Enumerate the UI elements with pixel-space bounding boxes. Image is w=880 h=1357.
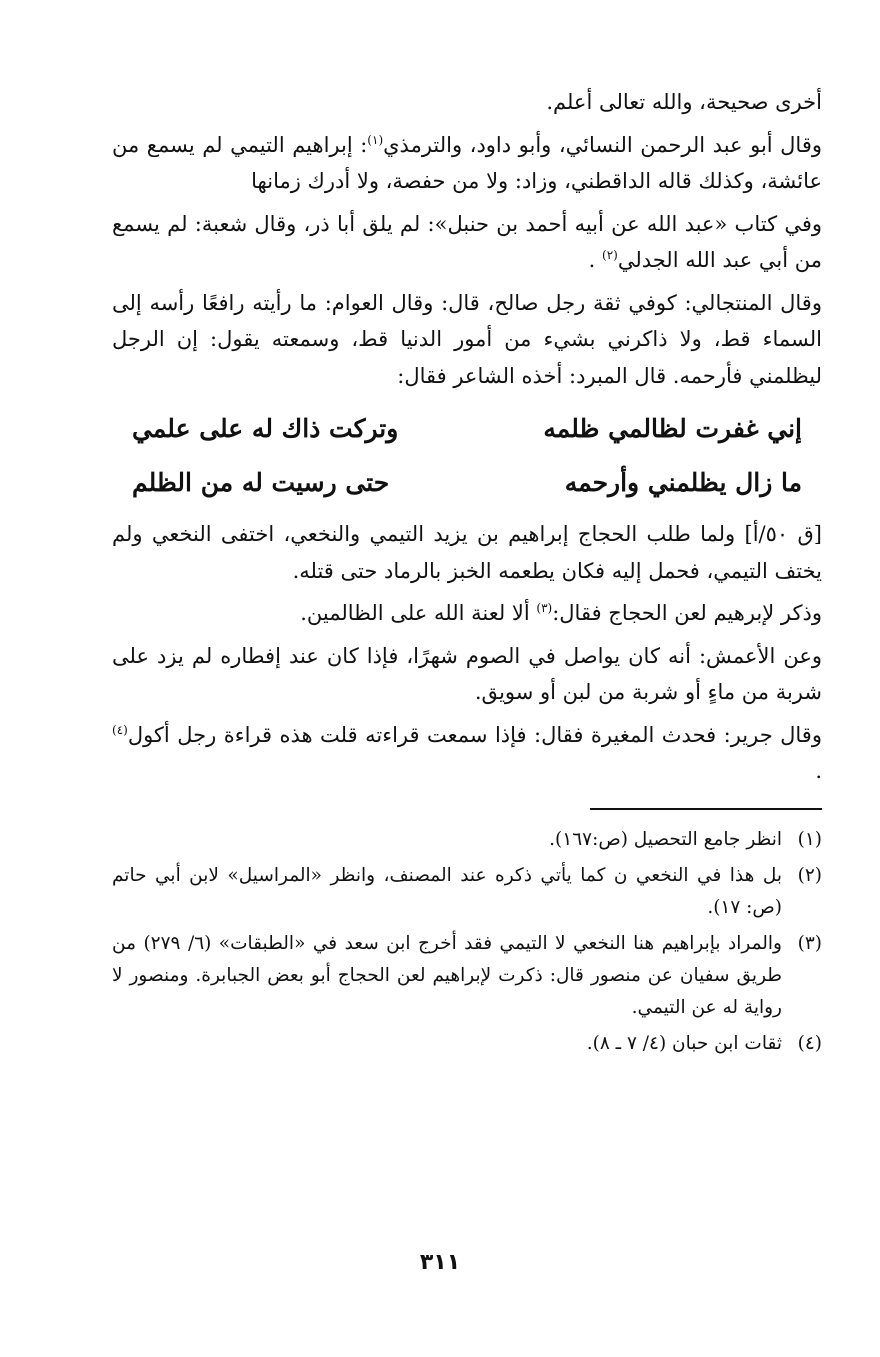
paragraph-2 — [112, 127, 822, 200]
poem-verse-2 — [132, 456, 802, 510]
footnote-text: بل هذا في النخعي ن كما يأتي ذكره عند المصنف، وانظر «المراسيل» لابن أبي حاتم (ص: ١٧). — [112, 864, 782, 918]
hemistich-left: وتركت ذاك له على علمي — [132, 414, 399, 443]
footnote-ref-4[interactable]: (٤) — [112, 722, 128, 737]
footnotes — [112, 824, 822, 1060]
hemistich-right: ما زال يظلمني وأرحمه — [564, 468, 802, 497]
footnote-ref-1[interactable]: (١) — [367, 132, 384, 147]
paragraph-3 — [112, 206, 822, 279]
paragraph-text: وذكر لإبرهيم لعن الحجاج فقال: — [552, 601, 822, 625]
paragraph-5 — [112, 516, 822, 589]
hemistich-left: حتى رسيت له من الظلم — [132, 468, 390, 497]
paragraph-text: . — [815, 759, 822, 783]
footnote-number: (٢) — [797, 864, 822, 886]
paragraph-text: وقال جرير: فحدث المغيرة فقال: فإذا سمعت قراءته قلت هذه قراءة رجل أكول — [127, 722, 822, 747]
paragraph-text: أخرى صحيحة، والله تعالى أعلم. — [546, 90, 822, 114]
footnote-text: انظر جامع التحصيل (ص:١٦٧). — [549, 828, 782, 850]
paragraph-text: . — [588, 248, 602, 272]
paragraph-1 — [112, 84, 822, 121]
footnote-2 — [112, 860, 822, 924]
footnote-number: (٣) — [797, 932, 822, 954]
poem-verse-1 — [132, 402, 802, 456]
paragraph-text: [ق ٥٠/أ] ولما طلب الحجاج إبراهيم بن يزيد التيمي والنخعي، اختفى النخعي ولم يختف التيمي، فحمل إليه فكان يطعمه الخبز بالرماد حتى قتله. — [112, 522, 822, 583]
poem — [132, 402, 802, 510]
footnote-number: (١) — [797, 828, 822, 850]
paragraph-text: وفي كتاب «عبد الله عن أبيه أحمد بن حنبل»: لم يلق أبا ذر، وقال شعبة: لم يسمع من أبي عبد الله الجدلي — [112, 211, 822, 272]
paragraph-8 — [112, 717, 822, 790]
page-number: ٣١١ — [419, 1250, 461, 1275]
paragraph-text: وعن الأعمش: أنه كان يواصل في الصوم شهرًا، فإذا كان عند إفطاره لم يزد على شربة من ماءٍ أو شربة من لبن أو سويق. — [112, 643, 822, 704]
footnote-4 — [112, 1028, 822, 1060]
footnote-text: ثقات ابن حبان (٤/ ٧ ـ ٨). — [586, 1032, 782, 1054]
paragraph-text: : إبراهيم التيمي لم يسمع من عائشة، وكذلك قاله الداقطني، وزاد: ولا من حفصة، ولا أدرك زمانها — [112, 132, 822, 193]
hemistich-right: إني غفرت لظالمي ظلمه — [543, 414, 802, 443]
paragraph-7 — [112, 638, 822, 711]
footnote-text: والمراد بإبراهيم هنا النخعي لا التيمي فقد أخرج ابن سعد في «الطبقات» (٦/ ٢٧٩) من طريق سفيان عن منصور قال: ذكرت لإبراهيم لعن الحجاج أبو بعض الجبابرة. ومنصور لا رواية له عن التيمي. — [112, 932, 782, 1018]
paragraph-text: ألا لعنة الله على الظالمين. — [300, 601, 537, 625]
footnote-number: (٤) — [797, 1032, 822, 1054]
paragraph-text: وقال المنتجالي: كوفي ثقة رجل صالح، قال: وقال العوام: ما رأيته رافعًا رأسه إلى السماء قط، ولا ذاكرني بشيء من أمور الدنيا قط، وسمعته يقول: إن الرجل ليظلمني فأرحمه. قال المبرد: أخذه الشاعر فقال: — [112, 290, 822, 388]
footnote-ref-3[interactable]: (٣) — [536, 601, 553, 615]
footnote-ref-2[interactable]: (٢) — [602, 248, 618, 262]
paragraph-6 — [112, 595, 822, 632]
paragraph-4 — [112, 285, 822, 395]
page-content — [112, 84, 822, 1064]
footnote-1 — [112, 824, 822, 856]
paragraph-text: وقال أبو عبد الرحمن النسائي، وأبو داود، والترمذي — [383, 132, 823, 157]
footnote-3 — [112, 928, 822, 1024]
footnote-divider — [590, 808, 822, 810]
